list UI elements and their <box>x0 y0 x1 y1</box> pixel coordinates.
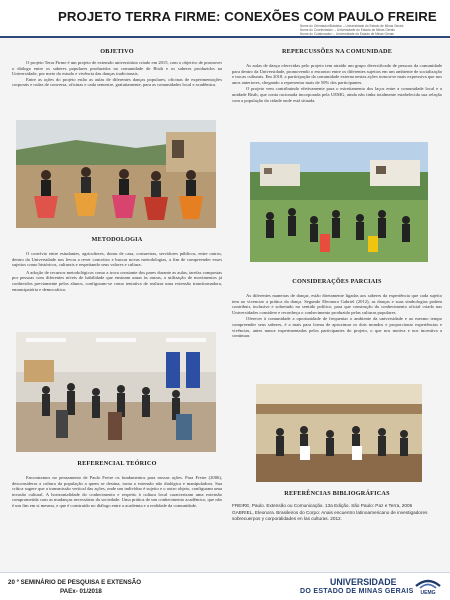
section-referencias <box>232 490 442 521</box>
reference-item: GABRIEL, Eleonora. Brasileiros do Corpo: Anais encuentro latinoamericano de investigadores sobrecuerpos y corporalidades en las culturas. 2012. <box>232 509 428 521</box>
poster-header <box>0 0 450 38</box>
paragraph: Entre as ações do projeto estão as aulas de diferentes danças populares, oficinas de experimentações corporais e rodas de conversa, oficinas e cada semestre, gratuitamente, para as comunidades local e acadêmica. <box>12 76 222 88</box>
section-consideracoes <box>232 278 442 339</box>
author-line: Nome do Colaborador³ – Universidade do Estado de Minas Gerais <box>300 32 394 36</box>
section-title: REFERÊNCIAS BIBLIOGRÁFICAS <box>284 490 390 497</box>
author-line: Nome do Orientador/Bolsista¹ – Universidade do Estado de Minas Gerais <box>300 24 404 28</box>
poster-title: PROJETO TERRA FIRME: CONEXÕES COM PAULO FREIRE <box>58 9 437 24</box>
paragraph: Encontramos no pensamento de Paulo Freire os fundamentos para nossas ações. Para Freire (2006), desconsiderar a cultura da população a quem se destina, torna a extensão não dialógica e manipuladora. Sua crítica sugere que a transmissão vertical das ações, onde um indivíduo é sujeito e o outro objeto, configuram uma invasão cultural. A horizontalidade do conhecimento e respeito à cultura local caracterizam uma extensão comprometida com as mudanças necessárias da sociedade. Uma prática de um conhecimento acadêmico, que não é um fim em si mesmo, e que é construído no diálogo entre a academia e a realidade da comunidade. <box>12 475 222 508</box>
section-repercussoes <box>232 48 442 103</box>
paragraph: O projeto Terra Firme é um projeto de extensão universitária criado em 2015, com o objetivo de promover o diálogo entre os saberes populares produzidos na comunidade de Bisth e os saberes produzidos na Universidade, por meio do estudo e vivência das danças tradicionais. <box>12 60 222 77</box>
paragraph: As diferentes maneiras de dançar, estão diretamente ligadas aos saberes da experiência que cada sujeito tem ao vivenciar a prática da dança. Segundo Eleonora Gabriel (2012), as danças e suas simbologias podem contribuir, inclusive e sobretudo no sentido político, para que construção do conhecimento oficial criado nas Universidades considere e reconheça o conhecimento produzido pelas culturas populares. <box>232 293 442 315</box>
paragraph: O convívio entre estudantes, agricultores, donas de casa, costureiras, servidores públicos, entre outros, dentro da Universidade nos levou a rever conceitos e buscar novas metodologias, a fim de compreender esses sujeitos como históricos, culturais e respeitando seus valores e cultura. <box>12 251 222 268</box>
section-title: METODOLOGIA <box>91 236 143 243</box>
photo-community-outdoor <box>250 142 428 262</box>
paragraph: As aulas de dança oferecidas pelo projeto tem atraído um grupo diversificado de pessoas da comunidade para dentro da Universidade, promovendo o encontro entre os diferentes sujeitos em um ambiente de socialização e trocas culturais. Em 2018, a participação da comunidade externa nestas ações tornou-se mais expressiva que nos anos anteriores, chegando a representar mais de 50% dos participantes. <box>232 63 442 85</box>
paragraph: A adoção de recursos metodológicos como a troca constante dos pares durante as aulas, tarefas compostas por pessoas com diferentes níveis de habilidade que ensinam umas às outras, a utilização de movimentos já conhecidos previamente pelos alunos, configuram-se como tentativa de realizar uma extensão transformadora, emancipatória e democrática. <box>12 269 222 292</box>
section-title: OBJETIVO <box>100 48 134 55</box>
university-subtitle: DO ESTADO DE MINAS GERAIS <box>300 588 414 595</box>
photo-stage-performance <box>256 384 422 482</box>
paragraph: Oferecer à comunidade a oportunidade de frequentar o ambiente da universidade e ao mesmo tempo compreender seus saberes, é a mais para forma de aproximar os dois mundos e proporcionar experiências e vivências, antes nunca experimentadas pelos participantes do projeto, o que nos motiva e nos incentiva a continuar. <box>232 316 442 339</box>
photo-indoor-class <box>16 332 216 452</box>
section-title: REPERCUSSÕES NA COMUNIDADE <box>281 48 393 55</box>
uemg-logo-icon <box>414 576 442 598</box>
event-name: 20 º SEMINÁRIO DE PESQUISA E EXTENSÃO <box>8 579 142 586</box>
authors-block <box>300 24 445 36</box>
photo-outdoor-dance <box>16 120 216 228</box>
logo-text: UEMG <box>420 590 436 596</box>
section-title: CONSIDERAÇÕES PARCIAIS <box>292 278 382 285</box>
event-code: PAEx- 01/2018 <box>60 588 102 595</box>
university-name: UNIVERSIDADE <box>330 577 397 587</box>
section-objetivo <box>12 48 222 88</box>
section-referencial <box>12 460 222 509</box>
section-title: REFERENCIAL TEÓRICO <box>77 460 157 467</box>
poster-footer <box>0 572 450 600</box>
paragraph: O projeto vem contribuindo efetivamente para o estreitamento dos laços entre a comunidade local e a unidade Bisth, que conta racionada incorporada pela UEMG, ainda não tinha totalmente estabelecida sua relação com a população da cidade onde está situada. <box>232 86 442 103</box>
section-metodologia <box>12 236 222 292</box>
reference-item: FREIRE, Paulo. Extensão ou Comunicação. 13a Edição. São Paulo: Paz e Terra, 2006 <box>232 503 413 508</box>
author-line: Nome do Coorientador² – Universidade do Estado de Minas Gerais <box>300 28 395 32</box>
